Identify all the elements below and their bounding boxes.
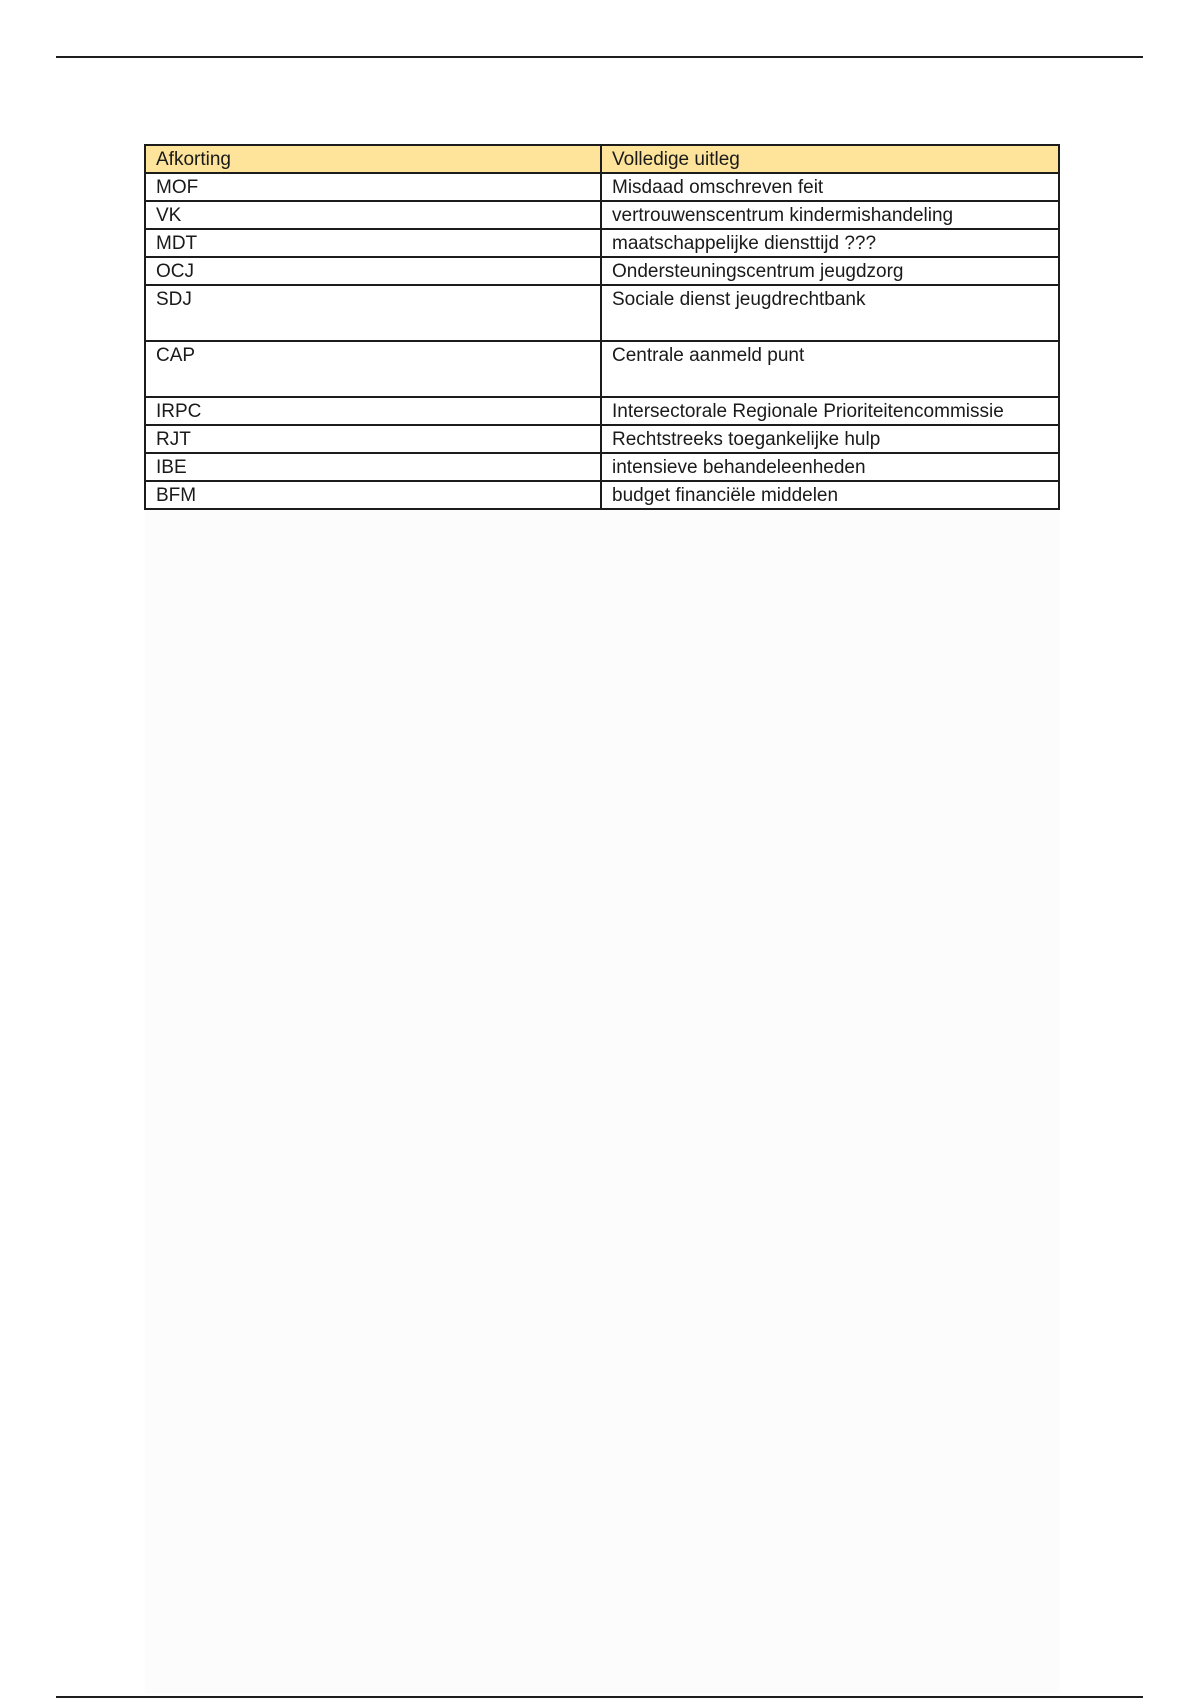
table-row [145, 453, 1059, 481]
abbreviation-cell: RJT [145, 425, 601, 453]
abbreviation-cell: MOF [145, 173, 601, 201]
table-header-row [145, 145, 1059, 173]
footer-rule [56, 1696, 1143, 1698]
explanation-cell: maatschappelijke diensttijd ??? [601, 229, 1059, 257]
abbreviation-cell: VK [145, 201, 601, 229]
table-row [145, 257, 1059, 285]
abbreviation-cell: CAP [145, 341, 601, 397]
abbreviation-cell: OCJ [145, 257, 601, 285]
explanation-cell: vertrouwenscentrum kindermishandeling [601, 201, 1059, 229]
explanation-cell: Rechtstreeks toegankelijke hulp [601, 425, 1059, 453]
column-header-abbreviation: Afkorting [145, 145, 601, 173]
abbreviation-cell: IBE [145, 453, 601, 481]
column-header-explanation: Volledige uitleg [601, 145, 1059, 173]
table-row [145, 397, 1059, 425]
explanation-cell: Sociale dienst jeugdrechtbank [601, 285, 1059, 341]
table-row [145, 341, 1059, 397]
abbreviation-cell: SDJ [145, 285, 601, 341]
abbreviation-cell: IRPC [145, 397, 601, 425]
explanation-cell: budget financiële middelen [601, 481, 1059, 509]
abbreviations-table [144, 144, 1060, 510]
explanation-cell: Misdaad omschreven feit [601, 173, 1059, 201]
table-row [145, 201, 1059, 229]
header-rule [56, 56, 1143, 58]
table-row [145, 229, 1059, 257]
explanation-cell: intensieve behandeleenheden [601, 453, 1059, 481]
table-row [145, 173, 1059, 201]
explanation-cell: Centrale aanmeld punt [601, 341, 1059, 397]
table-row [145, 425, 1059, 453]
explanation-cell: Intersectorale Regionale Prioriteitencommissie [601, 397, 1059, 425]
abbreviation-cell: BFM [145, 481, 601, 509]
table-row [145, 285, 1059, 341]
abbreviation-cell: MDT [145, 229, 601, 257]
page-background [145, 508, 1060, 1693]
table-row [145, 481, 1059, 509]
explanation-cell: Ondersteuningscentrum jeugdzorg [601, 257, 1059, 285]
